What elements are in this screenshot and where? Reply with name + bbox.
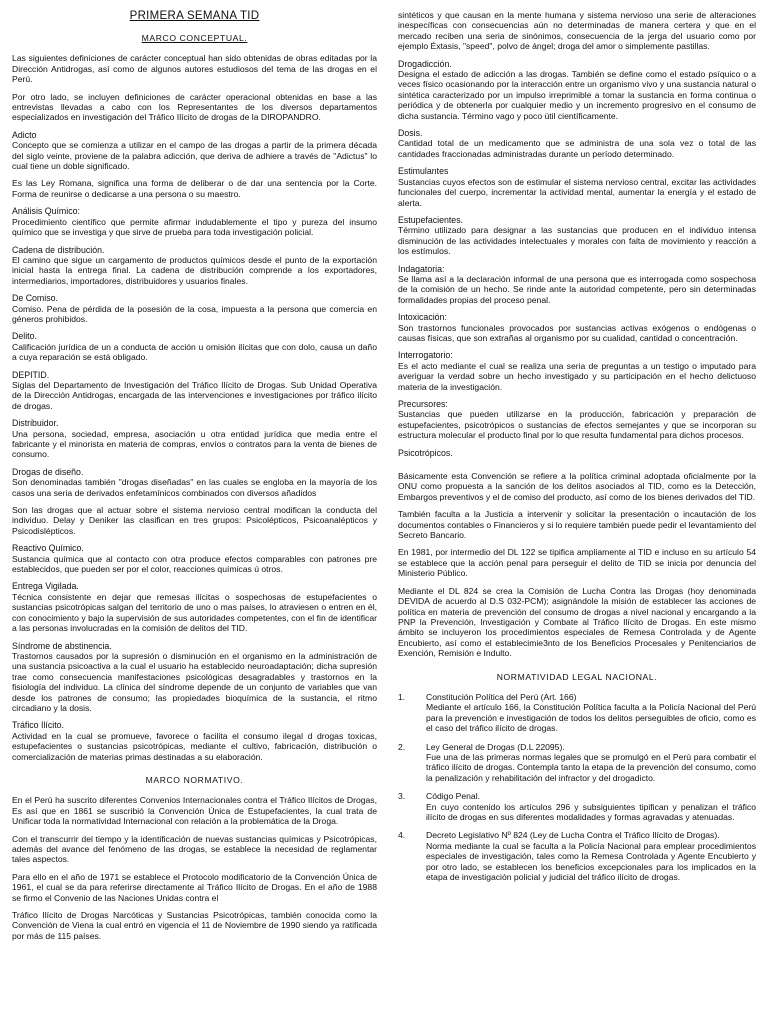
section-heading-normatividad: NORMATIVIDAD LEGAL NACIONAL. <box>496 671 658 682</box>
definition-entry <box>398 59 756 121</box>
law-title: Ley General de Drogas (D.L 22095). <box>426 741 565 752</box>
law-description: Norma mediante la cual se faculta a la Policía Nacional para emplear procedimientos especiales de investigación, tales como la Remesa Controlada y Agente Encubierto y por otro lado, se establecen los beneficios excepcionales para los implicados en la etapa de investigación policial y judicial del tráfico ilícito de drogas. <box>426 840 756 883</box>
definition-term: Reactivo Químico. <box>12 543 84 554</box>
list-number: 2. <box>398 741 406 752</box>
definition-text: Calificación jurídica de un a conducta de acción u omisión ilícitas que con dolo, causa un daño a cuya reparación se está obligado. <box>12 341 377 363</box>
body-paragraph: En el Perú ha suscrito diferentes Convenios Internacionales contra el Tráfico Ilícitos de Drogas, Es así que en 1861 se suscribió la Convención Única de Estupefacientes, la cual trata de Unificar toda la normatividad Internacional con relación a la problemática de la Droga. <box>12 795 377 827</box>
definition-text: Sustancias que pueden utilizarse en la producción, fabricación y preparación de estupefacientes, psicotrópicos o sustancias de efectos semejantes y que se incorporan su estructura molecular el producto final por lo que resulta fundamental para dichos procesos. <box>398 409 756 441</box>
definition-term: Distribuidor. <box>12 418 59 429</box>
list-number: 4. <box>398 830 406 841</box>
body-paragraph: Para ello en el año de 1971 se establece el Protocolo modificatorio de la Convención Única de 1961, el cual se da para referirse directamente al Tráfico Ilícito de Drogas. En el año de 1988 se firmo el Convenio de las Naciones Unidas contra el <box>12 871 377 903</box>
law-description: Mediante el artículo 166, la Constitución Política faculta a la Policía Nacional del Perú para la prevención e investigación de todos los delitos perseguibles de oficio, como es el caso del tráfico ilícito de drogas. <box>426 702 756 734</box>
intro-paragraph: Por otro lado, se incluyen definiciones de carácter operacional obtenidas en base a las entrevistas llevadas a cabo con los Representantes de los diversos departamentos especializados en investigación del Tráfico Ilícito de drogas de la DIROPANDRO. <box>12 91 377 123</box>
definition-term: Estupefacientes. <box>398 214 464 225</box>
law-title: Decreto Legislativo Nº 824 (Ley de Lucha Contra el Tráfico Ilícito de Drogas). <box>426 830 720 841</box>
definition-term: Interrogatorio: <box>398 350 453 361</box>
definition-entry <box>12 505 377 536</box>
definition-text: Procedimiento científico que permite afirmar indudablemente el tipo y pureza del insumo químico que se investiga y que sirve de prueba para toda investigación policial. <box>12 216 377 238</box>
definition-term: Delito. <box>12 331 37 342</box>
body-paragraph: En 1981, por intermedio del DL 122 se tipifica ampliamente al TID e incluso en su artículo 54 se establece que la acción penal para perseguir el delito de TID se inicia por denuncia del Ministerio Público. <box>398 547 756 579</box>
definition-term: Estimulantes <box>398 166 449 177</box>
definition-text: Comiso. Pena de pérdida de la posesión de la cosa, impuesta a la persona que comercia en géneros prohibidos. <box>12 303 377 324</box>
definition-entry <box>398 448 756 458</box>
definition-text: Término utilizado para designar a las sustancias que producen en el individuo intensa disminución de las actividades intelectuales y morales con falta de movimiento y reacción a los estímulos. <box>398 225 756 257</box>
definition-text: Es el acto mediante el cual se realiza una seria de preguntas a un testigo o imputado para averiguar la verdad sobre un hecho investigado y su participación en el hecho delictuoso materia de la investigación. <box>398 360 756 392</box>
law-list-item <box>398 692 756 734</box>
definition-term: Tráfico Ilícito. <box>12 720 64 731</box>
definition-text: Sustancia química que al contacto con otra produce efectos comparables con patrones pre establecidos, que pueden ser por el color, reacciones químicas ú otros. <box>12 553 377 575</box>
definition-text: Trastornos causados por la supresión o disminución en el organismo en la administración de una sustancia psicoactiva a la cual el usuario ha establecido neuroadaptación; dicha supresión trae como consecuencia manifestaciones psicológicas desagradables y trastornos en la fisiología del individuo. La clínica del síndrome depende de un conjunto de variables que van desde los patrones de consumo; las propiedades bioquímica de la sustancia, el ritmo circadiano y la dosis. <box>12 650 377 713</box>
definitions-list <box>12 130 377 762</box>
definition-term: Precursores: <box>398 399 448 409</box>
definition-entry <box>12 130 377 172</box>
law-list <box>398 692 756 883</box>
definition-term: Adicto <box>12 129 37 140</box>
section-heading-marco-conceptual: MARCO CONCEPTUAL. <box>141 33 248 43</box>
definition-term: Análisis Químico: <box>12 206 80 217</box>
section-heading-marco-normativo: MARCO NORMATIVO. <box>145 774 244 785</box>
law-title: Código Penal. <box>426 791 480 802</box>
definition-text: El camino que sigue un cargamento de productos químicos desde el punto de la exportación inicial hasta la entrega final. La cadena de distribución comprende a los exportadores, intermediarios, importadores, distribuidores y usuarios finales. <box>12 254 377 286</box>
definition-entry <box>12 245 377 287</box>
left-column <box>12 10 377 948</box>
definition-entry <box>12 206 377 237</box>
body-paragraph: También faculta a la Justicia a intervenir y solicitar la presentación o incautación de los documentos contables o Financieros y si lo requiere también puede pedir el levantamiento del Secreto Bancario. <box>398 509 756 541</box>
definition-entry <box>398 215 756 257</box>
definition-term: Intoxicación: <box>398 312 447 323</box>
definition-text: Sustancias cuyos efectos son de estimular el sistema nervioso central, excitar las actividades funcionales del cuerpo, incrementar la actividad mental, aumentar la energía y el estado de alerta. <box>398 176 756 208</box>
definition-text: Son denominadas también "drogas diseñadas" en las cuales se engloba en la mayoría de los casos una seria de derivados enfetamínicos combinados con diversos añadidos <box>12 477 377 498</box>
definition-term: Cadena de distribución. <box>12 244 105 255</box>
definition-text: Siglas del Departamento de Investigación del Tráfico Ilícito de Drogas. Sub Unidad Operativa de la Dirección Antidrogas, encargada de las intervenciones e investigaciones por tráfico ilícito de drogas. <box>12 379 377 411</box>
definition-term: Entrega Vigilada. <box>12 581 79 592</box>
definition-entry <box>12 418 377 460</box>
definition-term: De Comiso. <box>12 293 58 304</box>
definition-entry <box>12 641 377 714</box>
definition-term: Drogadicción. <box>398 58 452 69</box>
definition-term: Indagatoria: <box>398 263 445 274</box>
definition-text: Es las Ley Romana, significa una forma de deliberar o de dar una sentencia por la Corte. Forma de reunirse o dedicarse a una persona o su maestro. <box>12 178 377 199</box>
definition-entry <box>12 331 377 362</box>
body-paragraph: Mediante el DL 824 se crea la Comisión de Lucha Contra las Drogas (hoy denominada DEVIDA de acuerdo al D.S 032-PCM); asignándole la misión de establecer las acciones de política en materia de prevención del consumo de drogas a nivel nacional y encargando a la PNP la Prevención, Investigación y Combate al Tráfico Ilícito de Drogas. En este mismo ámbito se incluyeron los procedimientos especiales de Remesa Controlada y de Agente Encubierto, así como el establecimie3nto de los Beneficios Procesales y Penitenciarios de Exención, Remisión e Indulto. <box>398 585 756 659</box>
definition-text: Cantidad total de un medicamento que se administra de una sola vez o total de las cantidades fraccionadas administradas durante un período determinado. <box>398 138 756 159</box>
definition-text: Una persona, sociedad, empresa, asociación u otra entidad jurídica que media entre el fabricante y el minorista en materia de compras, envíos o contratos para la venta de bienes de consumo. <box>12 428 377 460</box>
list-number: 1. <box>398 691 406 702</box>
body-paragraph: Básicamente esta Convención se refiere a la política criminal adoptada oficialmente por la ONU como propuesta a la sanción de los delitos asociados al TID, como es la Detección, Embargos preventivos y el de comiso del producto, así como de los bienes derivados del TID. <box>398 471 756 502</box>
body-paragraph: Tráfico Ilícito de Drogas Narcóticas y Sustancias Psicotrópicas, también conocida como la Convención de Viena la cual entró en vigencia el 11 de Noviembre de 1990 siendo ya ratificada por más de 115 países. <box>12 910 377 941</box>
definition-text: Son trastornos funcionales provocados por sustancias activas exógenos o endógenas o causas físicas, que son extrañas al organismo por su cualidad, cantidad o concentración. <box>398 322 756 343</box>
law-list-item <box>398 742 756 784</box>
definition-entry <box>398 312 756 343</box>
definition-text: Son las drogas que al actuar sobre el sistema nervioso central modifican la conducta del individuo. Delay y Deniker las clasifican en tres grupos: Psicolépticos, Psicoanalépticos y Psicodislépticos. <box>12 505 377 536</box>
definition-term: Psicotrópicos. <box>398 447 453 458</box>
definition-entry <box>12 370 377 412</box>
definition-term: DEPITID. <box>12 369 50 380</box>
page-title: PRIMERA SEMANA TID <box>129 10 260 22</box>
definition-entry <box>12 293 377 324</box>
definition-entry <box>398 350 756 392</box>
body-paragraph: Con el transcurrir del tiempo y la identificación de nuevas sustancias químicas y Psicotrópicas, además del avance del fenómeno de las drogas, se establece la necesidad de reglamentar tales aspectos. <box>12 833 377 865</box>
definition-text: Se llama así a la declaración informal de una persona que es interrogada como sospechosa de la comisión de un hecho. Se rinde ante la autoridad competente, pero sin determinadas formalidades propias del proceso penal. <box>398 273 756 305</box>
list-number: 3. <box>398 791 406 802</box>
definition-entry <box>398 399 756 441</box>
definition-text: Actividad en la cual se promueve, favorece o facilita el consumo ilegal d drogas toxicas, estupefacientes o sustancias psicotrópicas, mediante el cultivo, fabricación, distribución o comercialización de materias primas destinadas a su elaboración. <box>12 730 377 762</box>
law-list-item <box>398 791 756 822</box>
definition-text: Designa el estado de adicción a las drogas. También se define como el estado psíquico o a veces físico ocasionando por la interacción entre un organismo vivo y una sustancia natural o sintética caracterizado por un impulso irreprimible a tomar la sustancia en forma continua o periódica y de obtenerla por cualquier medio y un incremento progresivo en el consumo de dicha sustancia. Término vago y poco útil científicamente. <box>398 69 756 121</box>
right-column <box>398 10 756 890</box>
definition-entry <box>12 467 377 498</box>
definitions-list <box>398 59 756 458</box>
definition-entry <box>398 264 756 306</box>
definition-entry <box>12 581 377 633</box>
definition-term: Drogas de diseño. <box>12 466 84 477</box>
definition-term: Dosis. <box>398 128 423 139</box>
definition-text: Técnica consistente en dejar que remesas ilícitas o sospechosas de estupefacientes o sustancias psicotrópicas salgan del territorio de uno o mas países, lo atraviesen o entren en él, con conocimiento y bajo la supervisión de sus autoridades competentes, con el fin de identificar a las personas involucradas en la comisión de delitos del TID. <box>12 591 377 634</box>
definition-term: Síndrome de abstinencia. <box>12 640 112 651</box>
law-description: Fue una de las primeras normas legales que se promulgó en el Perú para combatir el tráfico ilícito de drogas. Contempla tanto la etapa de la prevención del consumo, como la penalización y rehabilitación del infractor y del drogadicto. <box>426 751 756 783</box>
definition-entry <box>12 178 377 199</box>
law-description: En cuyo contenido los artículos 296 y subsiguientes tipifican y penalizan el tráfico ilícito de drogas en sus diferentes modalidades y formas agravadas y atenuadas. <box>426 801 756 822</box>
definition-entry <box>12 720 377 762</box>
intro-paragraph: Las siguientes definiciones de carácter conceptual han sido obtenidas de obras editadas por la Dirección Antidrogas, así como de algunos autores estudiosos del tema de las drogas en el Perú. <box>12 53 377 85</box>
law-list-item <box>398 830 756 882</box>
definition-entry <box>398 166 756 208</box>
definition-entry <box>398 128 756 159</box>
law-title: Constitución Política del Perú (Art. 166) <box>426 691 577 702</box>
continued-paragraph: sintéticos y que causan en la mente humana y sistema nervioso una serie de alteraciones inespecíficas con consecuencias aún no determinadas de manera certera y que en el mercado reciben una seria de sinónimos, consecuencia de la jerga del usuario como por ejemplo Éxtasis, "speed", polvo de ángel; droga del amor o simplemente pastillas. <box>398 10 756 52</box>
definition-entry <box>12 543 377 574</box>
definition-text: Concepto que se comienza a utilizar en el campo de las drogas a partir de la primera década del siglo veinte, proviene de la palabra adicción, que deriva de adhiere a través de "Adictus" lo cual tiene un doble significado. <box>12 140 377 172</box>
